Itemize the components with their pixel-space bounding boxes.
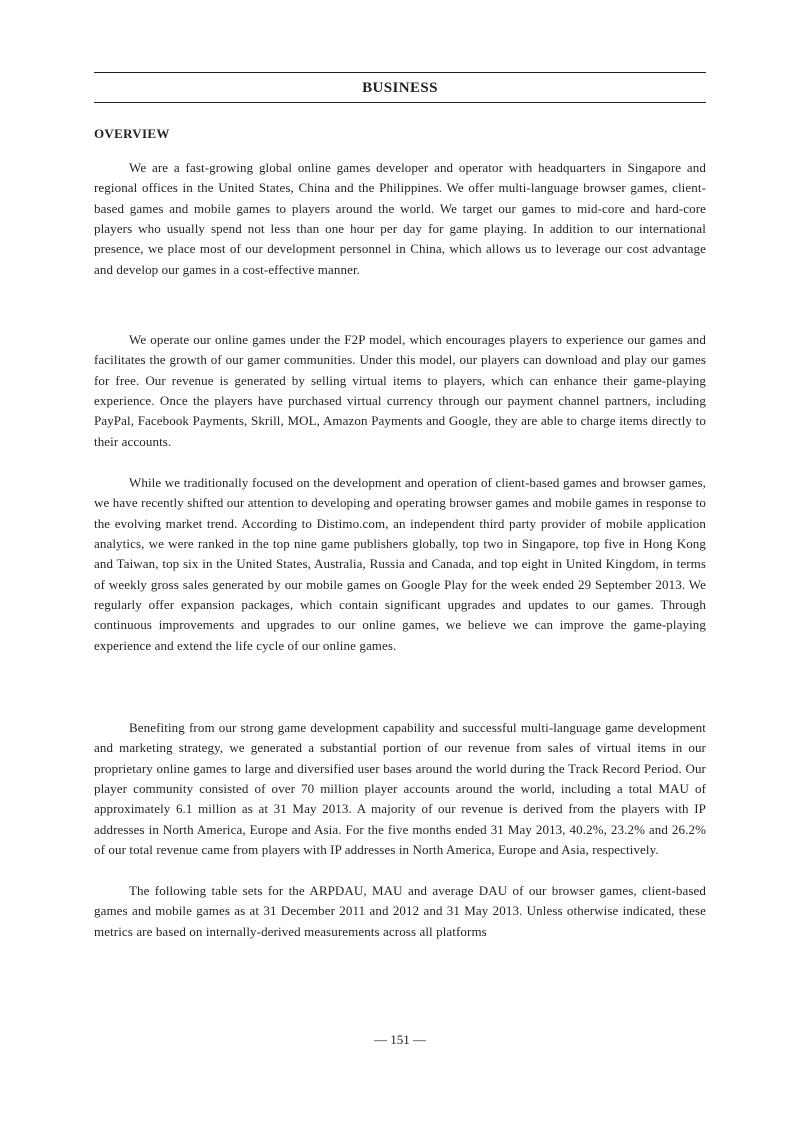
paragraph-mobile-games: While we traditionally focused on the development and operation of client-based games and browser games, we have recently shifted our attention to developing and operating browser games and mobile games in response to the evolving market trend. According to Distimo.com, an independent third party provider of mobile application analytics, we were ranked in the top nine game publishers globally, top two in Singapore, top five in Hong Kong and Taiwan, top six in the United States, Australia, Russia and Canada, and top eight in United Kingdom, in terms of weekly gross sales generated by our mobile games on Google Play for the week ended 29 September 2013. We regularly offer expansion packages, which contain significant upgrades and updates to our games. Through continuous improvements and upgrades to our online games, we believe we can improve the game-playing experience and extend the life cycle of our online games.: [94, 475, 706, 653]
paragraph-revenue-sources: Benefiting from our strong game development capability and successful multi-language game development and marketing strategy, we generated a substantial portion of our revenue from sales of virtual items in our proprietary online games to large and diversified user bases around the world during the Track Record Period. Our player community consisted of over 70 million player accounts around the world, including a total MAU of approximately 6.1 million as at 31 May 2013. A majority of our revenue is derived from the players with IP addresses in North America, Europe and Asia. For the five months ended 31 May 2013, 40.2%, 23.2% and 26.2% of our total revenue came from players with IP addresses in North America, Europe and Asia, respectively.: [94, 720, 706, 858]
paragraph-metrics-table-intro: The following table sets for the ARPDAU, MAU and average DAU of our browser games, client-based games and mobile games as at 31 December 2011 and 2012 and 31 May 2013. Unless otherwise indicated, these metrics are based on internally-derived measurements across all platforms: [94, 883, 706, 939]
paragraph-company-intro: We are a fast-growing global online games developer and operator with headquarters in Singapore and regional offices in the United States, China and the Philippines. We offer multi-language browser games, client-based games and mobile games to players around the world. We target our games to mid-core and hard-core players who usually spend not less than one hour per day for game playing. In addition to our international presence, we place most of our development personnel in China, which allows us to leverage our cost advantage and develop our games in a cost-effective manner.: [94, 160, 706, 277]
document-page: [94, 0, 706, 1131]
page-section-title: BUSINESS: [362, 80, 438, 96]
header-bottom-rule: [94, 102, 706, 103]
header-top-rule: [94, 72, 706, 73]
paragraph-f2p-model: We operate our online games under the F2P model, which encourages players to experience our games and facilitates the growth of our gamer communities. Under this model, our players can download and play our games for free. Our revenue is generated by selling virtual items to players, which can enhance their game-playing experience. Once the players have purchased virtual currency through our payment channel partners, including PayPal, Facebook Payments, Skrill, MOL, Amazon Payments and Google, they are able to charge items directly to their accounts.: [94, 332, 706, 449]
page-number: — 151 —: [374, 1032, 426, 1047]
overview-heading: OVERVIEW: [94, 126, 170, 141]
